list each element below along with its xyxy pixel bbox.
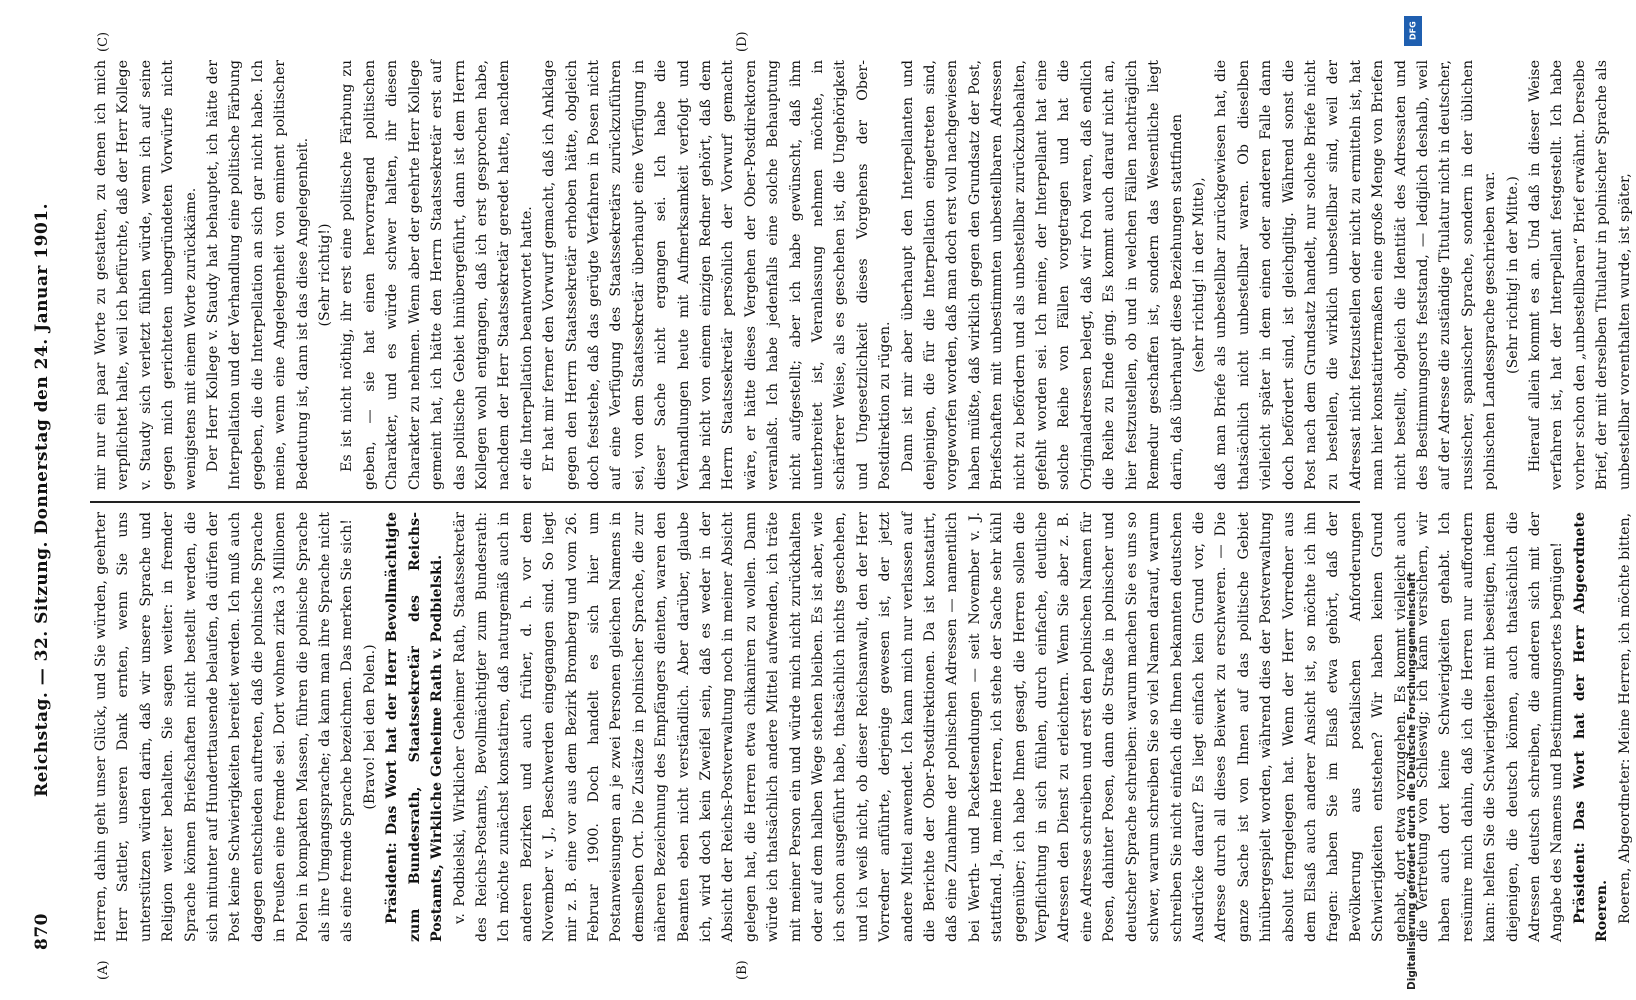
interjection: (Bravo! bei den Polen.) (361, 644, 378, 810)
paragraph: Der Herr Kollege v. Staudy hat behauptet, ich hätte der Interpellation und der Verhandlung eine politische Färbung gegeben, die die Interpellation an sich gar nicht habe. Ich meine, wenn eine Angelegenheit von eminent politischer Bedeutung ist, dann ist das diese Angelegenheit. (205, 60, 311, 490)
interjection: (sehr richtig! in der Mitte), (1190, 177, 1207, 373)
right-column (90, 60, 1633, 490)
running-title: Reichstag. — 32. Sitzung. Donnerstag den 24. Januar 1901. (32, 202, 52, 798)
paragraph: daß man Briefe als unbestellbar zurückgewiesen hat, die thatsächlich nicht unbestellbar waren. Ob dieselben vielleicht später in dem einen oder anderen Falle dann doch befördert sind, ist gleichgiltig. Während sonst die Post nach dem Grundsatz handelt, nur solche Briefe nicht zu bestellen, die wirklich unbestellbar sind, weil der Adressat nicht festzustellen oder nicht zu ermitteln ist, hat man hier konstatirtermaßen eine große Menge von Briefen nicht bestellt, obgleich die Identität des Adressaten und des Bestimmungsorts feststand, — lediglich deshalb, weil auf der Adresse die zuständige Titulatur nicht in deutscher, russischer, spanischer Sprache, sondern in der üblichen polnischen Landessprache geschrieben war. (1213, 60, 1499, 490)
paragraph: Er hat mir ferner den Vorwurf gemacht, daß ich Anklage gegen den Herrn Staatssekretär erhoben hätte, obgleich doch feststehe, daß das gerügte Verfahren in Posen nicht auf eine Verfügung des Staatssekretärs zurückzuführen sei, von dem Staatssekretär überhaupt eine Verfügung in dieser Sache nicht ergangen sei. Ich habe die Verhandlungen heute mit Aufmerksamkeit verfolgt und habe nicht von einem einzigen Redner gehört, daß dem Herrn Staatssekretär persönlich der Vorwurf gemacht wäre, er hätte dieses Vergehen der Ober-Postdirektoren veranlaßt. Ich habe jedenfalls eine solche Behauptung nicht aufgestellt; aber ich habe gewünscht, daß ihm unterbreitet ist, Veranlassung nehmen möchte, in schärferer Weise, als es geschehen ist, die Ungehörigkeit und Ungesetzlichkeit dieses Vorgehens der Ober-Postdirektion zu rügen. (541, 60, 894, 490)
paragraph: Präsident: Das Wort hat der Herr Bevollmächtigte zum Bundesrath, Staatssekretär des Reichs-Postamts, Wirkliche Geheime Rath v. Podbielski. (384, 512, 446, 942)
interjection: (Sehr richtig! in der Mitte.) (1504, 176, 1521, 374)
page-header (20, 50, 60, 950)
paragraph: v. Podbielski, Wirklicher Geheimer Rath, Staatssekretär des Reichs-Postamts, Bevollmächtigter zum Bundesrath: Ich möchte zunächst konstatiren, daß naturgemäß auch in anderen Bezirken und auch früher, d. h. vor dem November v. J., Beschwerden eingegangen sind. So liegt mir z. B. eine vor aus dem Bezirk Bromberg und vom 26. Februar 1900. Doch handelt es sich hier um Postanweisungen an je zwei Personen gleichen Namens in demselben Ort. Die Zusätze in polnischer Sprache, die zur näheren Bezeichnung des Empfängers dienten, waren den Beamten eben nicht verständlich. Aber darüber, glaube ich, wird doch kein Zweifel sein, daß es weder in der Absicht der Reichs-Postverwaltung noch in meiner Absicht gelegen hat, die Herren etwa chikaniren zu wollen. Dann würde ich thatsächlich andere Mittel aufwenden, ich träte mit meiner Person ein und würde mich nicht zurückhalten oder auf dem halben Wege stehen bleiben. Es ist aber, wie ich schon ausgeführt habe, thatsächlich nichts geschehen, und ich weiß nicht, ob dieser Reichsanwalt, den der Herr Vorredner anführte, derjenige gewesen ist, der jetzt andere Mittel anwendet. Ich kann mich nur verlassen auf die Berichte der Ober-Postdirektionen. Da ist konstatirt, daß eine Zunahme der polnischen Adressen — namentlich bei Werth- und Packetsendungen — seit November v. J. stattfand. Ja, meine Herren, ich stehe der Sache sehr kühl gegenüber; ich habe Ihnen gesagt, die Herren sollen die Verpflichtung in sich fühlen, durch einfache, deutliche Adressen den Dienst zu erleichtern. Wenn Sie aber z. B. eine Adresse schreiben und erst den polnischen Namen für Posen, dahinter Posen, dann die Straße in polnischer und deutscher Sprache schreiben: warum machen Sie es uns so schwer, warum schreiben Sie so viel Namen darauf, warum schreiben Sie nicht einfach die Ihnen bekannten deutschen Ausdrücke darauf? Es liegt einfach kein Grund vor, die Adresse durch all dieses Beiwerk zu erschweren. — Die ganze Sache ist von Ihnen auf das politische Gebiet hinübergespielt worden, während dies der Postverwaltung absolut ferngelegen hat. Wenn der Herr Vorredner aus dem Elsaß auch anderer Ansicht ist, so möchte ich ihn fragen: haben Sie im Elsaß etwa gehört, daß der Bevölkerung aus postalischen Anforderungen Schwierigkeiten entstehen? Wir haben keinen Grund gehabt, dort etwa vorzugehen. Es kommt vielleicht auch die Vertretung von Schleswig; ich kann versichern, wir haben auch dort keine Schwierigkeiten gehabt. Ich resümire mich dahin, daß ich die Herren nur auffordern kann: helfen Sie die Schwierigkeiten mit beseitigen, indem diejenigen, die deutsch können, auch thatsächlich die Adressen deutsch schreiben, die anderen sich mit der Angabe des Namens und Bestimmungsortes begnügen! (451, 512, 1566, 942)
page-number: 870 (32, 913, 52, 950)
interjection: (Sehr richtig!) (317, 223, 334, 327)
paragraph: Herren, dahin geht unser Glück, und Sie würden, geehrter Herr Sattler, unseren Dank ernten, wenn Sie uns unterstützen würden darin, daß wir unsere Sprache und Religion weiter behalten. Sie sagen weiter: in fremder Sprache können Briefschaften nicht bestellt werden, die sich mitunter auf Hunderttausende belaufen, da dürfen der Post keine Schwierigkeiten bereitet werden. Ich muß auch dagegen entschieden auftreten, daß die polnische Sprache in Preußen eine fremde sei. Dort wohnen zirka 3 Millionen Polen in kompakten Massen, führen die polnische Sprache als ihre Umgangssprache; da kann man ihre Sprache nicht als eine fremde Sprache bezeichnen. Das merken Sie sich! (93, 512, 356, 942)
margin-marker-b: (B) (735, 960, 750, 980)
margin-marker-a: (A) (96, 960, 111, 980)
watermark-text: Digitalisierung gefördert durch die Deutsche Forschungsgemeinschaft (1406, 572, 1418, 990)
dfg-logo: DFG (1404, 16, 1422, 46)
margin-marker-d: (D) (735, 31, 750, 52)
digitization-watermark (1402, 10, 1430, 1000)
column-divider (90, 501, 1360, 503)
paragraph: Dann ist mir aber überhaupt den Interpellanten und denjenigen, die für die Interpellation eingetreten sind, vorgeworfen worden, daß man doch erst voll nachgewiesen haben müßte, daß wirklich gegen den Grundsatz der Post, Briefschaften mit unbestimmten unbestellbaren Adressen nicht zu befördern und als unbestellbar zurückzubehalten, gefehlt worden sei. Ich meine, der Interpellant hat eine solche Reihe von Fällen vorgetragen und hat die Originaladressen belegt, daß wir froh waren, daß endlich die Reihe zu Ende ging. Es kommt auch darauf nicht an, hier festzustellen, ob und in welchen Fällen nachträglich Remedur geschaffen ist, sondern das Wesentliche liegt darin, daß überhaupt diese Beziehungen stattfinden (899, 60, 1185, 490)
paragraph: Hierauf allein kommt es an. Und daß in dieser Weise verfahren ist, hat der Interpellant festgestellt. Ich habe vorher schon den „unbestellbaren“ Brief erwähnt. Derselbe Brief, der mit derselben Titulatur in polnischer Sprache als unbestellbar vorenthalten wurde, ist später, (1527, 60, 1633, 490)
paragraph: mir nur ein paar Worte zu gestatten, zu denen ich mich verpflichtet halte, weil ich befürchte, daß der Herr Kollege v. Staudy sich verletzt fühlen würde, wenn ich auf seine gegen mich gerichteten unbegründeten Vorwürfe nicht wenigstens mit einem Worte zurückkäme. (93, 60, 199, 490)
margin-marker-c: (C) (96, 31, 111, 52)
paragraph: Roeren, Abgeordneter: Meine Herren, ich möchte bitten, (1616, 512, 1633, 924)
paragraph: Es ist nicht nöthig, ihr erst eine politische Färbung zu geben, — sie hat einen hervorragend politischen Charakter, und es würde schwer halten, ihr diesen Charakter zu nehmen. Wenn aber der geehrte Herr Kollege gemeint hat, ich hätte den Herrn Staatssekretär erst auf das politische Gebiet hinübergeführt, dann ist dem Herrn Kollegen wohl entgangen, daß ich erst gesprochen habe, nachdem der Herr Staatssekretär geredet hatte, nachdem er die Interpellation beantwortet hatte. (339, 60, 535, 490)
paragraph: Präsident: Das Wort hat der Herr Abgeordnete Roeren. (1571, 512, 1611, 942)
